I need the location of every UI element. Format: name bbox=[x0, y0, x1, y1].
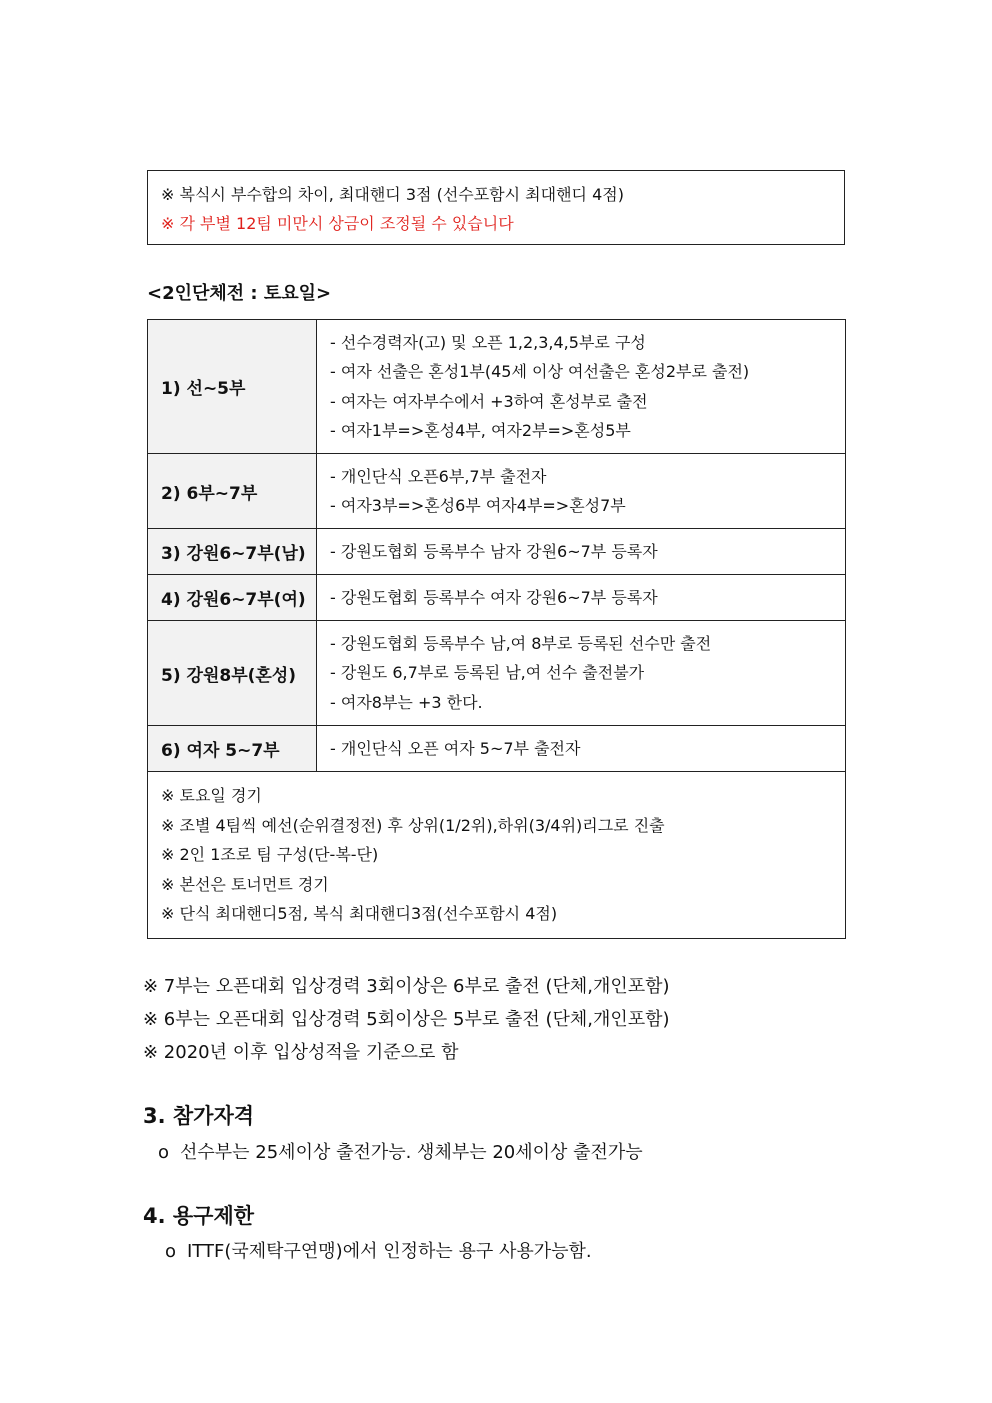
table-row bbox=[148, 726, 846, 772]
note-line: ※ 2020년 이후 입상성적을 기준으로 함 bbox=[143, 1042, 459, 1063]
section-title-eligibility: 3. 참가자격 bbox=[143, 1104, 255, 1128]
description-line: - 여자8부는 +3 한다. bbox=[330, 692, 483, 712]
prize-warning-line: ※ 각 부별 12팀 미만시 상금이 조정될 수 있습니다 bbox=[161, 214, 514, 233]
description-line: - 여자는 여자부수에서 +3하여 혼성부로 출전 bbox=[330, 391, 648, 411]
note-line: ※ 본선은 토너먼트 경기 bbox=[161, 874, 329, 894]
division-label: 1) 선~5부 bbox=[148, 320, 317, 454]
eligibility-item bbox=[158, 1138, 643, 1164]
bullet-mark: o bbox=[158, 1142, 170, 1163]
description-line: - 여자3부=>혼성6부 여자4부=>혼성7부 bbox=[330, 496, 626, 515]
note-line: ※ 6부는 오픈대회 입상경력 5회이상은 5부로 출전 (단체,개인포함) bbox=[143, 1009, 670, 1030]
table-row bbox=[148, 575, 846, 621]
note-line: ※ 토요일 경기 bbox=[161, 786, 262, 805]
description-line: - 강원도 6,7부로 등록된 남,여 선수 출전불가 bbox=[330, 663, 645, 683]
description-line: - 여자 선출은 혼성1부(45세 이상 여선출은 혼성2부로 출전) bbox=[330, 362, 750, 381]
description-line: - 개인단식 오픈6부,7부 출전자 bbox=[330, 466, 547, 486]
eligibility-text: 선수부는 25세이상 출전가능. 생체부는 20세이상 출전가능 bbox=[180, 1142, 643, 1163]
handicap-note-box bbox=[147, 170, 845, 245]
division-description bbox=[317, 529, 846, 575]
bullet-mark: o bbox=[165, 1241, 177, 1262]
table-row bbox=[148, 320, 846, 454]
division-description bbox=[317, 726, 846, 772]
general-notes bbox=[143, 970, 670, 1069]
division-label: 5) 강원8부(혼성) bbox=[148, 621, 317, 726]
description-line: - 선수경력자(고) 및 오픈 1,2,3,4,5부로 구성 bbox=[330, 332, 646, 352]
match-format-notes bbox=[148, 772, 846, 939]
equipment-item bbox=[165, 1237, 592, 1263]
division-description bbox=[317, 454, 846, 529]
division-table bbox=[147, 319, 846, 939]
note-line: ※ 7부는 오픈대회 입상경력 3회이상은 6부로 출전 (단체,개인포함) bbox=[143, 976, 670, 997]
table-row bbox=[148, 621, 846, 726]
description-line: - 강원도협회 등록부수 남자 강원6~7부 등록자 bbox=[330, 541, 658, 561]
division-description bbox=[317, 621, 846, 726]
team-event-heading: <2인단체전 : 토요일> bbox=[147, 283, 332, 304]
section-title-equipment: 4. 용구제한 bbox=[143, 1204, 255, 1228]
description-line: - 강원도협회 등록부수 여자 강원6~7부 등록자 bbox=[330, 587, 658, 607]
note-line: ※ 조별 4팀씩 예선(순위결정전) 후 상위(1/2위),하위(3/4위)리그로 진출 bbox=[161, 815, 665, 835]
note-line: ※ 2인 1조로 팀 구성(단-복-단) bbox=[161, 845, 379, 864]
division-label: 6) 여자 5~7부 bbox=[148, 726, 317, 772]
table-row bbox=[148, 772, 846, 939]
description-line: - 강원도협회 등록부수 남,여 8부로 등록된 선수만 출전 bbox=[330, 633, 712, 653]
description-line: - 여자1부=>혼성4부, 여자2부=>혼성5부 bbox=[330, 421, 631, 440]
division-label: 3) 강원6~7부(남) bbox=[148, 529, 317, 575]
description-line: - 개인단식 오픈 여자 5~7부 출전자 bbox=[330, 738, 581, 758]
equipment-text: ITTF(국제탁구연맹)에서 인정하는 용구 사용가능함. bbox=[187, 1241, 592, 1262]
division-label: 4) 강원6~7부(여) bbox=[148, 575, 317, 621]
note-line: ※ 복식시 부수합의 차이, 최대핸디 3점 (선수포함시 최대핸디 4점) bbox=[161, 185, 624, 204]
table-row bbox=[148, 454, 846, 529]
division-description bbox=[317, 575, 846, 621]
note-line: ※ 단식 최대핸디5점, 복식 최대핸디3점(선수포함시 4점) bbox=[161, 904, 558, 923]
division-label: 2) 6부~7부 bbox=[148, 454, 317, 529]
division-description bbox=[317, 320, 846, 454]
table-row bbox=[148, 529, 846, 575]
